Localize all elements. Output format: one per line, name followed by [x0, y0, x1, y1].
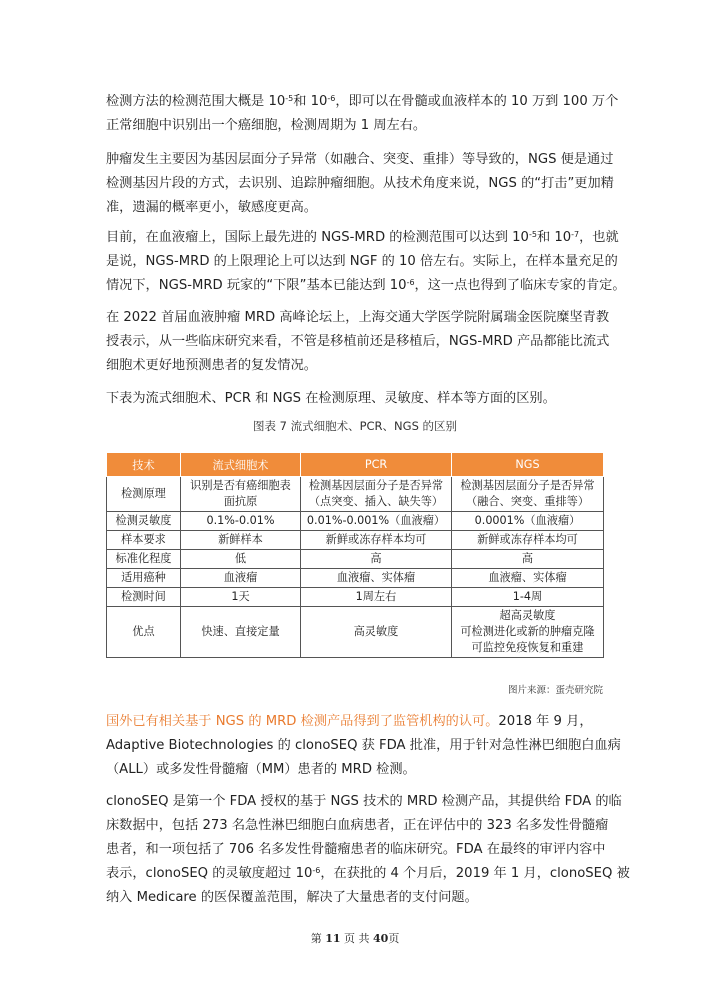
- cell-text-line: 检测基因层面分子是否异常: [308, 479, 444, 492]
- table-header-row: [107, 453, 604, 477]
- highlighted-text: 国外已有相关基于 NGS 的 MRD 检测产品得到了监管机构的认可。: [106, 714, 499, 729]
- paragraph-1: [106, 90, 619, 138]
- text-line: 床数据中，包括 273 名急性淋巴细胞白血病患者，正在评估中的 323 名多发性骨髓瘤: [106, 818, 609, 833]
- table-cell: [452, 477, 604, 512]
- superscript: -5: [528, 230, 537, 239]
- table-caption: 图表 7 流式细胞术、PCR、NGS 的区别: [252, 419, 458, 433]
- table-row: [107, 588, 604, 607]
- cell-text-line: 识别是否有癌细胞表: [190, 479, 291, 492]
- cell-text-line: 新鲜或冻存样本均可: [477, 533, 578, 546]
- text-line: clonoSEQ 是第一个 FDA 授权的基于 NGS 技术的 MRD 检测产品，其提供给 FDA 的临: [106, 794, 622, 809]
- paragraph-7: [106, 790, 630, 910]
- cell-text-line: （融合、突变、重排等）: [465, 495, 590, 508]
- cell-text-line: 0.1%-0.01%: [206, 514, 275, 527]
- superscript: -7: [571, 230, 580, 239]
- cell-text-line: 高: [521, 552, 534, 565]
- table-row: [107, 477, 604, 512]
- table-cell: [301, 607, 452, 658]
- cell-text-line: 新鲜或冻存样本均可: [325, 533, 427, 546]
- row-label-cell: 样本要求: [107, 531, 181, 550]
- header-cell: 流式细胞术: [181, 453, 301, 477]
- paragraph-5: [106, 387, 610, 411]
- text-line: （ALL）或多发性骨髓瘤（MM）患者的 MRD 检测。: [106, 762, 416, 777]
- paragraph-4: [106, 306, 610, 378]
- text-line: 纳入 Medicare 的医保覆盖范围，解决了大量患者的支付问题。: [106, 890, 478, 905]
- image-source: 图片来源：蛋壳研究院: [507, 685, 603, 696]
- cell-text-line: 血液瘤、实体瘤: [488, 571, 567, 584]
- cell-text-line: 新鲜样本: [218, 533, 263, 546]
- text-line: 检测方法的检测范围大概是 $10^{-5}$和 $10^{-6}$，即可以在骨髓或血液样本的 10 万到 100 万个: [106, 94, 619, 109]
- cell-text-line: 可检测进化或新的肿瘤克隆: [460, 625, 595, 638]
- table-cell: [181, 588, 301, 607]
- text-line: 检测基因片段的方式，去识别、追踪肿瘤细胞。从技术角度来说，NGS 的“打击”更加精: [106, 176, 614, 191]
- table-cell: [301, 512, 452, 531]
- table-cell: [181, 531, 301, 550]
- text-line: 是说，NGS-MRD 的上限理论上可以达到 NGF 的 10 倍左右。实际上，在样本量充足的: [106, 254, 618, 269]
- text-line: 患者，和一项包括了 706 名多发性骨髓瘤患者的临床研究。FDA 在最终的审评内容中: [106, 842, 606, 857]
- table-row: [107, 569, 604, 588]
- table-cell: [301, 550, 452, 569]
- cell-text-line: 高灵敏度: [353, 625, 399, 638]
- cell-text-line: （点突变、插入、缺失等）: [308, 495, 444, 508]
- text-line: 表示，clonoSEQ 的灵敏度超过 $10^{-6}$，在获批的 4 个月后，2019 年 1 月，clonoSEQ 被: [106, 866, 630, 881]
- paragraph-6: [106, 710, 621, 782]
- superscript: -5: [285, 94, 294, 103]
- text-line: 情况下，NGS-MRD 玩家的“下限”基本已能达到 $10^{-6}$，这一点也得到了临床专家的肯定。: [106, 278, 626, 293]
- page-number: 11: [325, 932, 341, 945]
- table-cell: [301, 477, 452, 512]
- text-line: 细胞术更好地预测患者的复发情况。: [106, 358, 317, 373]
- table-row: [107, 531, 604, 550]
- row-label-cell: 优点: [107, 607, 181, 658]
- cell-text-line: 1-4周: [512, 590, 543, 603]
- cell-text-line: 超高灵敏度: [499, 609, 556, 622]
- cell-text-line: 面抗原: [223, 495, 258, 508]
- table-cell: [452, 607, 604, 658]
- table-cell: [452, 512, 604, 531]
- cell-text-line: 1天: [231, 590, 250, 603]
- cell-text-line: 快速、直接定量: [201, 625, 280, 638]
- page-footer: 第 11 页 共 40页: [310, 932, 400, 945]
- table-row: [107, 550, 604, 569]
- table-row: [107, 512, 604, 531]
- text-line: Adaptive Biotechnologies 的 clonoSEQ 获 FDA 批准，用于针对急性淋巴细胞白血病: [106, 738, 621, 753]
- table-body: [107, 477, 604, 658]
- text-line: 国外已有相关基于 NGS 的 MRD 检测产品得到了监管机构的认可。2018 年 9 月，: [106, 714, 593, 729]
- text-line: 目前，在血液瘤上，国际上最先进的 NGS-MRD 的检测范围可以达到 $10^{-5}$和 $10^{-7}$，也就: [106, 230, 619, 245]
- table-row: [107, 607, 604, 658]
- table-cell: [181, 569, 301, 588]
- header-cell: NGS: [452, 453, 604, 477]
- table-cell: [301, 588, 452, 607]
- row-label-cell: 检测灵敏度: [107, 512, 181, 531]
- table-cell: [452, 531, 604, 550]
- table-cell: [181, 477, 301, 512]
- page-total: 40: [373, 932, 389, 945]
- text-line: 准，遗漏的概率更小，敏感度更高。: [106, 200, 317, 215]
- row-label-cell: 标准化程度: [107, 550, 181, 569]
- superscript: -6: [327, 94, 336, 103]
- table-cell: [181, 550, 301, 569]
- table-cell: [452, 588, 604, 607]
- text-line: 在 2022 首届血液肿瘤 MRD 高峰论坛上，上海交通大学医学院附属瑞金医院糜坚青教: [106, 310, 610, 325]
- cell-text-line: 高: [370, 552, 382, 565]
- table-cell: [452, 550, 604, 569]
- cell-text-line: 血液瘤: [223, 571, 258, 584]
- row-label-cell: 检测时间: [107, 588, 181, 607]
- cell-text-line: 低: [234, 552, 247, 565]
- row-label-cell: 检测原理: [107, 477, 181, 512]
- paragraph-2: [106, 148, 614, 220]
- cell-text-line: 检测基因层面分子是否异常: [460, 479, 595, 492]
- cell-text-line: 可监控免疫恢复和重建: [471, 641, 584, 654]
- table-cell: [301, 531, 452, 550]
- header-cell: 技术: [107, 453, 181, 477]
- table-cell: [452, 569, 604, 588]
- row-label-cell: 适用癌种: [107, 569, 181, 588]
- header-cell: PCR: [301, 453, 452, 477]
- text-line: 下表为流式细胞术、PCR 和 NGS 在检测原理、灵敏度、样本等方面的区别。: [106, 391, 556, 406]
- cell-text-line: 血液瘤、实体瘤: [336, 571, 416, 584]
- superscript: -6: [406, 278, 415, 287]
- table-cell: [181, 512, 301, 531]
- cell-text-line: 0.01%-0.001%（血液瘤）: [306, 514, 446, 527]
- text-line: 肿瘤发生主要因为基因层面分子异常（如融合、突变、重排）等导致的，NGS 便是通过: [106, 152, 614, 167]
- text-line: 正常细胞中识别出一个癌细胞，检测周期为 1 周左右。: [106, 118, 427, 133]
- cell-text-line: 0.0001%（血液瘤）: [474, 514, 581, 527]
- cell-text-line: 1周左右: [355, 590, 397, 603]
- comparison-table: [106, 452, 604, 658]
- paragraph-3: [106, 226, 626, 298]
- superscript: -6: [312, 866, 321, 875]
- text-line: 授表示，从一些临床研究来看，不管是移植前还是移植后，NGS-MRD 产品都能比流式: [106, 334, 610, 349]
- table-cell: [181, 607, 301, 658]
- table-cell: [301, 569, 452, 588]
